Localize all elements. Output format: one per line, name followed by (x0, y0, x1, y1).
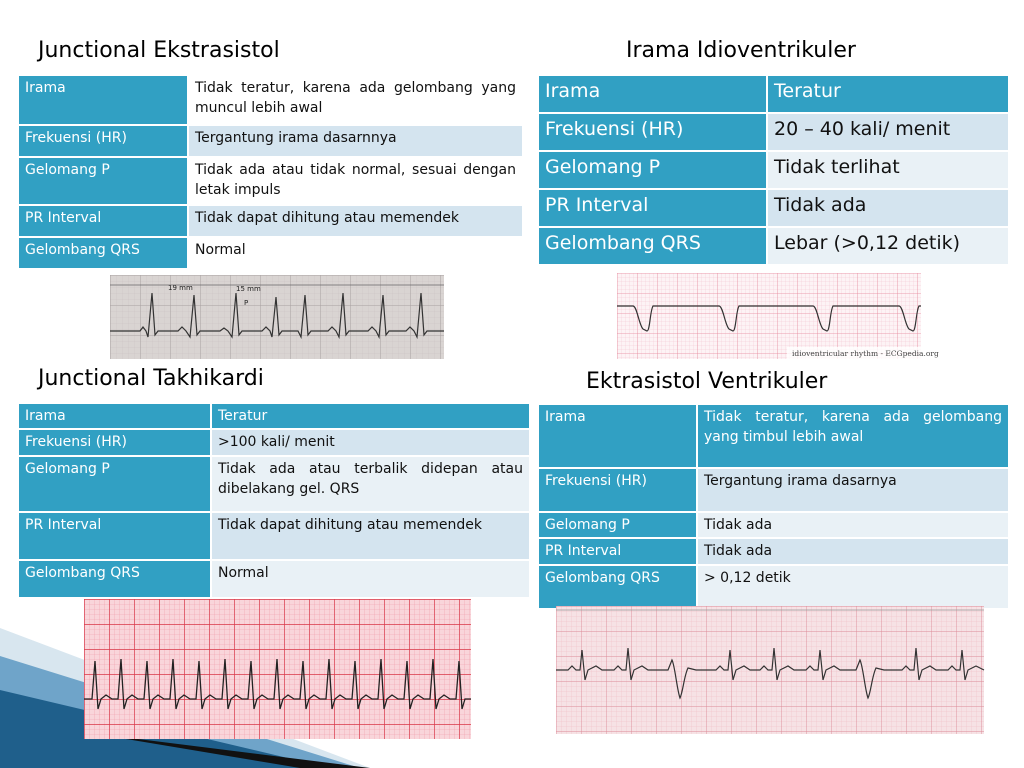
row-label: Gelomang P (18, 456, 211, 512)
row-value: Tidak ada atau tidak normal, sesuai dengan letak impuls (188, 157, 523, 205)
ecg-strip-ektrasistol-ventrikuler (556, 606, 984, 734)
table-row (18, 403, 530, 429)
row-label: Gelomang P (538, 151, 767, 189)
table-row (538, 227, 1009, 265)
row-label: Gelombang QRS (18, 237, 188, 269)
row-label: PR Interval (18, 512, 211, 560)
row-value: Tidak teratur, karena ada gelombang yang muncul lebih awal (188, 75, 523, 125)
row-label: Gelomang P (18, 157, 188, 205)
table-row (18, 456, 530, 512)
ecg-annotation-19mm: 19 mm (168, 284, 193, 292)
panel-title-junctional-ekstrasistol: Junctional Ekstrasistol (38, 38, 280, 63)
row-value: Tidak teratur, karena ada gelombang yang timbul lebih awal (697, 404, 1009, 468)
table-row (538, 538, 1009, 564)
table-row (18, 157, 523, 205)
row-value: Tidak ada atau terbalik didepan atau dibelakang gel. QRS (211, 456, 530, 512)
row-value: Tidak terlihat (767, 151, 1009, 189)
row-label: Frekuensi (HR) (18, 429, 211, 455)
row-value: Tidak ada (767, 189, 1009, 227)
row-label: Irama (538, 404, 697, 468)
row-value: Lebar (>0,12 detik) (767, 227, 1009, 265)
row-value: Tidak dapat dihitung atau memendek (188, 205, 523, 237)
ecg-strip-junctional-takhikardi (84, 599, 471, 739)
table-row (538, 565, 1009, 609)
table-row (538, 512, 1009, 538)
table-row (18, 125, 523, 157)
row-label: Gelomang P (538, 512, 697, 538)
panel-title-ektrasistol-ventrikuler: Ektrasistol Ventrikuler (586, 369, 828, 394)
table-row (538, 468, 1009, 512)
row-label: Frekuensi (HR) (538, 468, 697, 512)
row-label: Frekuensi (HR) (538, 113, 767, 151)
row-label: Irama (18, 403, 211, 429)
row-value: > 0,12 detik (697, 565, 1009, 609)
row-label: PR Interval (18, 205, 188, 237)
row-label: PR Interval (538, 538, 697, 564)
row-value: Normal (188, 237, 523, 269)
ecg-annotation-p: P (244, 299, 249, 307)
row-value: Tidak dapat dihitung atau memendek (211, 512, 530, 560)
table-row (538, 151, 1009, 189)
row-label: Gelombang QRS (538, 227, 767, 265)
row-label: PR Interval (538, 189, 767, 227)
row-value: Tergantung irama dasarnnya (188, 125, 523, 157)
row-label: Gelombang QRS (538, 565, 697, 609)
table-row (18, 429, 530, 455)
table-row (18, 75, 523, 125)
table-row (538, 75, 1009, 113)
table-row (18, 560, 530, 598)
row-value: >100 kali/ menit (211, 429, 530, 455)
table-row (18, 237, 523, 269)
table-junctional-ekstrasistol (17, 74, 524, 270)
ecg-strip-irama-idioventrikuler (617, 273, 939, 359)
panel-title-irama-idioventrikuler: Irama Idioventrikuler (626, 38, 856, 63)
ecg-strip-junctional-ekstrasistol (110, 275, 444, 359)
row-label: Irama (538, 75, 767, 113)
row-label: Frekuensi (HR) (18, 125, 188, 157)
panel-title-junctional-takhikardi: Junctional Takhikardi (38, 366, 264, 391)
table-row (538, 404, 1009, 468)
table-irama-idioventrikuler (537, 74, 1010, 266)
table-ektrasistol-ventrikuler (537, 403, 1010, 610)
row-value: Normal (211, 560, 530, 598)
row-value: 20 – 40 kali/ menit (767, 113, 1009, 151)
table-row (538, 189, 1009, 227)
table-row (538, 113, 1009, 151)
row-value: Teratur (211, 403, 530, 429)
row-label: Gelombang QRS (18, 560, 211, 598)
row-value: Tergantung irama dasarnya (697, 468, 1009, 512)
ecg-caption: idioventricular rhythm - ECGpedia.org (792, 349, 939, 358)
row-label: Irama (18, 75, 188, 125)
table-row (18, 512, 530, 560)
row-value: Tidak ada (697, 512, 1009, 538)
ecg-annotation-15mm: 15 mm (236, 285, 261, 293)
row-value: Teratur (767, 75, 1009, 113)
row-value: Tidak ada (697, 538, 1009, 564)
table-row (18, 205, 523, 237)
table-junctional-takhikardi (17, 402, 531, 599)
